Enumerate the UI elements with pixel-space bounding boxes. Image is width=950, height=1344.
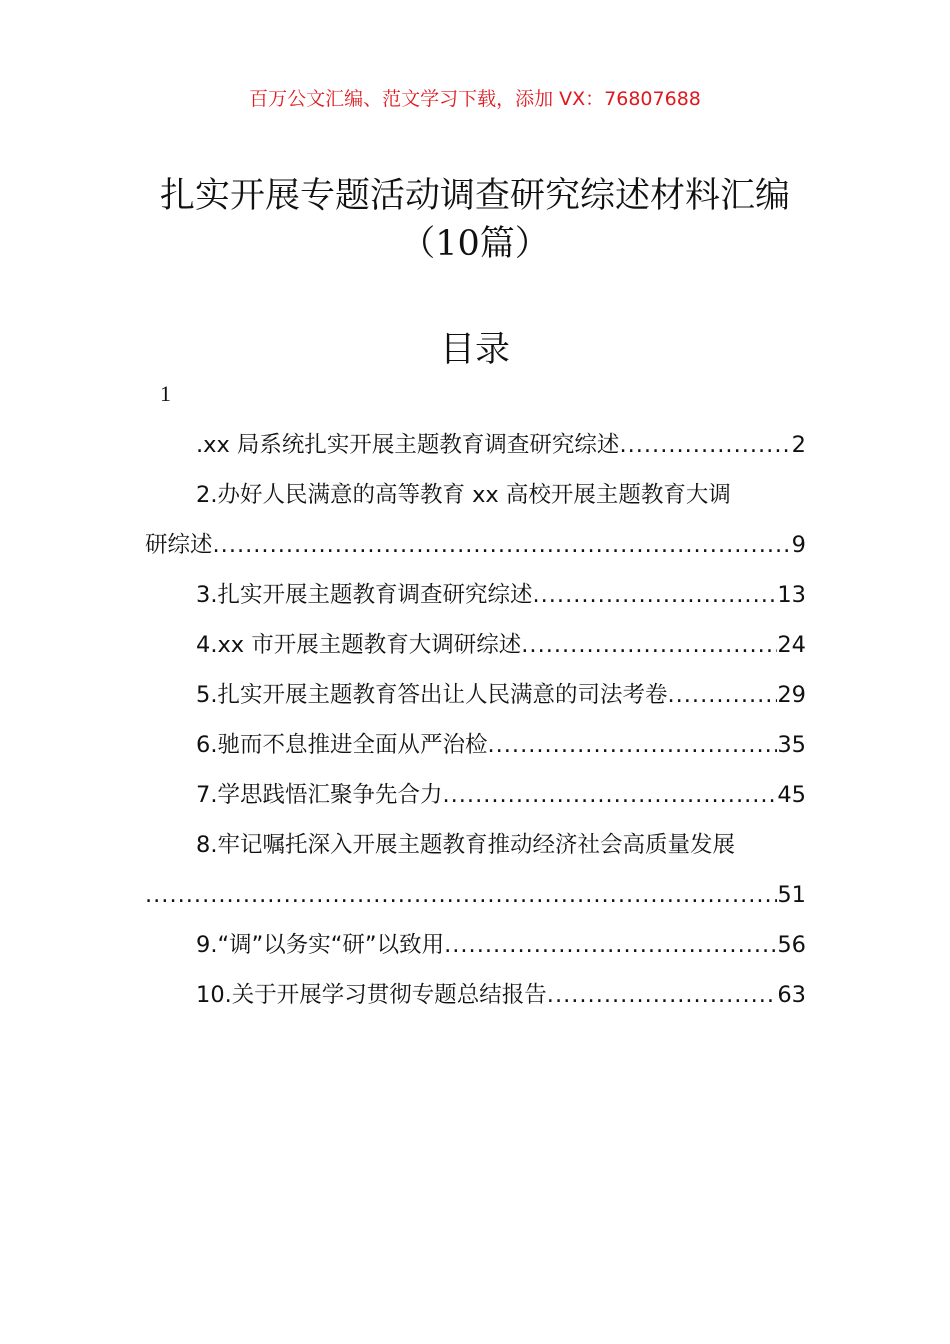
dot-leader xyxy=(547,970,778,1020)
toc-entry-title-cont: 研综述 xyxy=(145,532,213,558)
toc-entry-title: 10.关于开展学习贯彻专题总结报告 xyxy=(196,982,547,1008)
dot-leader xyxy=(487,720,777,770)
title-line-2: （10篇） xyxy=(400,224,550,264)
toc-entry-title: 6.驰而不息推进全面从严治检 xyxy=(196,732,488,758)
dot-leader xyxy=(444,920,777,970)
toc-entry-title: 2.办好人民满意的高等教育 xx 高校开展主题教育大调 xyxy=(196,482,731,508)
toc-entry[interactable] xyxy=(145,970,806,1020)
toc-entry[interactable] xyxy=(145,420,806,470)
toc-entry-page: 56 xyxy=(777,932,806,958)
toc-entry-page: 35 xyxy=(777,732,806,758)
stray-number: 1 xyxy=(160,381,171,406)
toc-entry-page: 29 xyxy=(777,682,806,708)
toc-entry-page: 13 xyxy=(777,582,806,608)
toc-entry[interactable] xyxy=(145,670,806,720)
dot-leader xyxy=(521,620,777,670)
toc-entry-title: 5.扎实开展主题教育答出让人民满意的司法考卷 xyxy=(196,682,668,708)
dot-leader xyxy=(667,670,777,720)
watermark-text: 百万公文汇编、范文学习下载，添加 VX：76807688 xyxy=(249,88,701,110)
toc-entry[interactable] xyxy=(145,770,806,820)
dot-leader xyxy=(532,570,777,620)
table-of-contents xyxy=(145,420,806,1020)
toc-entry[interactable] xyxy=(145,470,806,570)
toc-entry-page: 9 xyxy=(791,532,806,558)
dot-leader xyxy=(213,520,792,570)
toc-entry-page: 51 xyxy=(777,882,806,908)
title-line-1: 扎实开展专题活动调查研究综述材料汇编 xyxy=(159,176,790,216)
dot-leader xyxy=(145,870,777,920)
toc-entry[interactable] xyxy=(145,820,806,920)
toc-entry[interactable] xyxy=(145,620,806,670)
toc-entry-page: 24 xyxy=(777,632,806,658)
toc-heading: 目录 xyxy=(439,330,510,370)
toc-entry-title: 7.学思践悟汇聚争先合力 xyxy=(196,782,443,808)
toc-entry[interactable] xyxy=(145,720,806,770)
document-title xyxy=(0,172,950,268)
dot-leader xyxy=(619,420,791,470)
toc-entry[interactable] xyxy=(145,570,806,620)
toc-entry-title: 8.牢记嘱托深入开展主题教育推动经济社会高质量发展 xyxy=(196,832,735,858)
toc-entry-title: 9.“调”以务实“研”以致用 xyxy=(196,932,445,958)
toc-entry-page: 63 xyxy=(777,982,806,1008)
toc-entry-page: 45 xyxy=(777,782,806,808)
dot-leader xyxy=(442,770,777,820)
toc-entry-title: 4.xx 市开展主题教育大调研综述 xyxy=(196,632,522,658)
toc-entry[interactable] xyxy=(145,920,806,970)
toc-entry-page: 2 xyxy=(791,432,806,458)
toc-entry-title: 3.扎实开展主题教育调查研究综述 xyxy=(196,582,533,608)
toc-entry-title: .xx 局系统扎实开展主题教育调查研究综述 xyxy=(196,432,620,458)
